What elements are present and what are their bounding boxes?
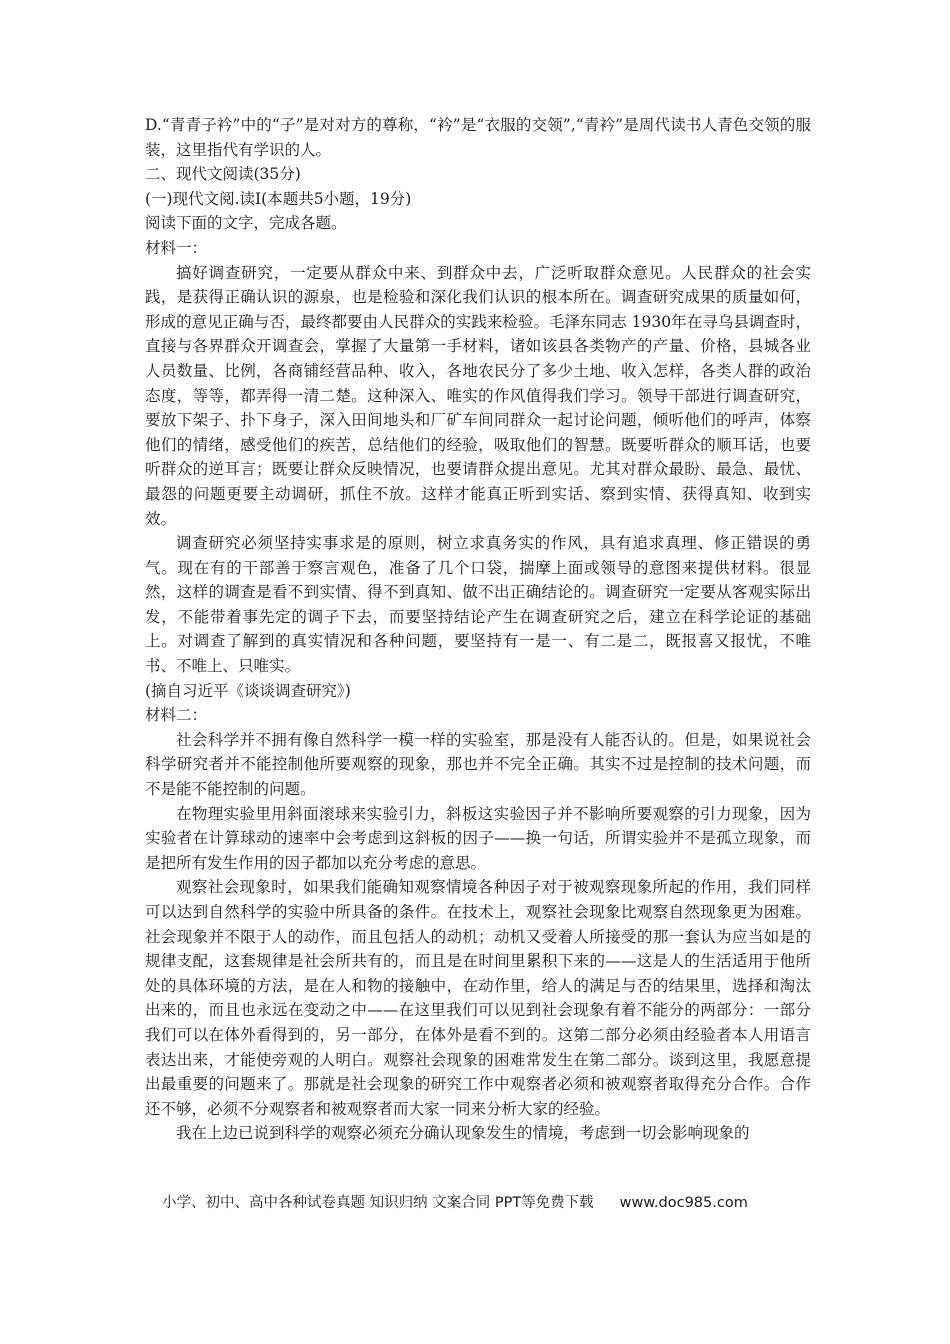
material2-paragraph-3: 观察社会现象时，如果我们能确知观察情境各种因子对于被观察现象所起的作用，我们同样可以达到自然科学的实验中所具备的条件。在技术上，观察社会现象比观察自然现象更为困难。社会现象并不限于人的动作，而且包括人的动机；动机又受着人所接受的那一套认为应当如是的规律支配，这套规律是社会所共有的，而且是在时间里累积下来的——这是人的生活适用于他所处的具体环境的方法，是在人和物的接触中，在动作里，给人的满足与否的结果里，选择和淘汰出来的，而且也永远在变动之中——在这里我们可以见到社会现象有着不能分的两部分：一部分我们可以在体外看得到的，另一部分，在体外是看不到的。这第二部分必须由经验者本人用语言表达出来，才能使旁观的人明白。观察社会现象的困难常发生在第二部分。谈到这里，我愿意提出最重要的问题来了。那就是社会现象的研究工作中观察者必须和被观察者取得充分合作。合作还不够，必须不分观察者和被观察者而大家一同来分析大家的经验。 [145,878,811,1118]
footer-banner [162,1191,748,1212]
option-d-text: D.“青青子衿”中的“子”是对对方的尊称，“衿”是“衣服的交领”,“青衿”是周代读书人青色交领的服装，这里指代有学识的人。 [145,116,811,159]
footer-url-link[interactable]: www.doc985.com [619,1195,748,1211]
material2-paragraph-2: 在物理实验里用斜面滚球来实验引力，斜板这实验因子并不影响所要观察的引力现象，因为实验者在计算球动的速率中会考虑到这斜板的因子——换一句话，所谓实验并不是孤立现象，而是把所有发生作用的因子都加以充分考虑的意思。 [145,804,811,872]
document-body [145,113,811,1146]
material2-label: 材料二： [145,706,208,725]
material2-paragraph-1: 社会科学并不拥有像自然科学一模一样的实验室，那是没有人能否认的。但是，如果说社会科学研究者并不能控制他所要观察的现象，那也并不完全正确。其实不过是控制的技术问题，而不是能不能控制的问题。 [145,730,811,799]
instruction-text: 阅读下面的文字，完成各题。 [145,214,347,233]
material2-paragraph-4: 我在上边已说到科学的观察必须充分确认现象发生的情境，考虑到一切会影响现象的 [176,1124,750,1143]
footer-text: 小学、初中、高中各种试卷真题 知识归纳 文案合同 PPT等免费下载 [162,1195,594,1211]
subsection-title: (一)现代文阅.读I(本题共5小题，19分) [145,189,412,208]
material1-paragraph-1: 搞好调查研究，一定要从群众中来、到群众中去，广泛听取群众意见。人民群众的社会实践，是获得正确认识的源泉，也是检验和深化我们认识的根本所在。调查研究成果的质量如何，形成的意见正确与否，最终都要由人民群众的实践来检验。毛泽东同志 1930年在寻乌县调查时，直接与各界群众开调查会，掌握了大量第一手材料，诸如该县各类物产的产量、价格，县城各业人员数量、比例，各商铺经营品种、收入，各地农民分了多少土地、收入怎样，各类人群的政治态度，等等，都弄得一清二楚。这种深入、唯实的作风值得我们学习。领导干部进行调查研究，要放下架子、扑下身子，深入田间地头和厂矿车间同群众一起讨论问题，倾听他们的呼声，体察他们的情绪，感受他们的疾苦，总结他们的经验，吸取他们的智慧。既要听群众的顺耳话，也要听群众的逆耳言；既要让群众反映情况，也要请群众提出意见。尤其对群众最盼、最急、最忧、最怨的问题更要主动调研，抓住不放。这样才能真正听到实话、察到实情、获得真知、收到实效。 [145,263,811,528]
material1-label: 材料一： [145,238,208,257]
material1-source: (摘自习近平《谈谈调查研究》) [145,681,351,700]
section-title: 二、现代文阅读(35分) [145,165,301,184]
material1-paragraph-2: 调查研究必须坚持实事求是的原则，树立求真务实的作风，具有追求真理、修正错误的勇气。现在有的干部善于察言观色，准备了几个口袋，揣摩上面或领导的意图来提供材料。很显然，这样的调查是看不到实情、得不到真知、做不出正确结论的。调查研究一定要从客观实际出发，不能带着事先定的调子下去，而要坚持结论产生在调查研究之后，建立在科学论证的基础上。对调查了解到的真实情况和各种问题，要坚持有一是一、有二是二，既报喜又报忧，不唯书、不唯上、只唯实。 [145,534,811,676]
